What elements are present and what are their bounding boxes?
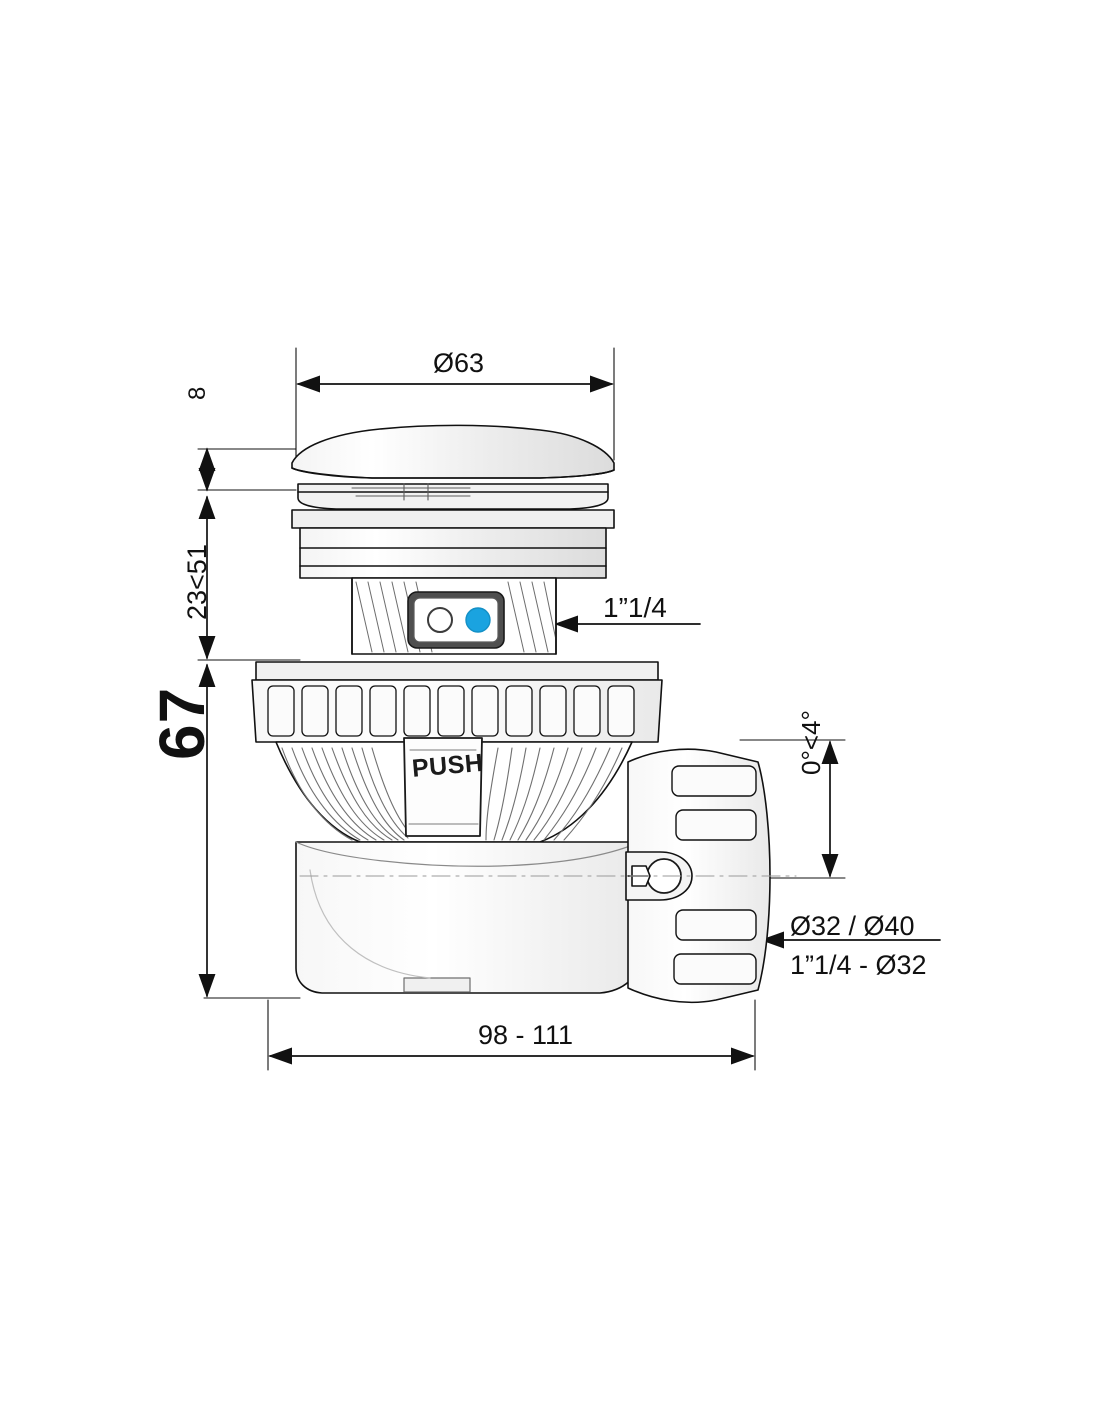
dimension-total-length: 98 - 111 — [478, 1020, 574, 1050]
dimension-outlet-angle: 0°<4° — [796, 710, 826, 775]
push-button-label: PUSH — [410, 748, 485, 783]
dimension-cap-thickness: 8 — [184, 386, 211, 400]
dimension-thread-size: 1”1/4 — [603, 592, 667, 623]
dimension-outlet-thread: 1”1/4 - Ø32 — [790, 950, 927, 980]
dimension-adjust-range: 23<51 — [182, 544, 212, 620]
dimension-total-height: 67 — [146, 686, 218, 760]
dimension-outlet-diameter: Ø32 / Ø40 — [790, 911, 915, 941]
dimension-cap-diameter: Ø63 — [433, 348, 485, 378]
